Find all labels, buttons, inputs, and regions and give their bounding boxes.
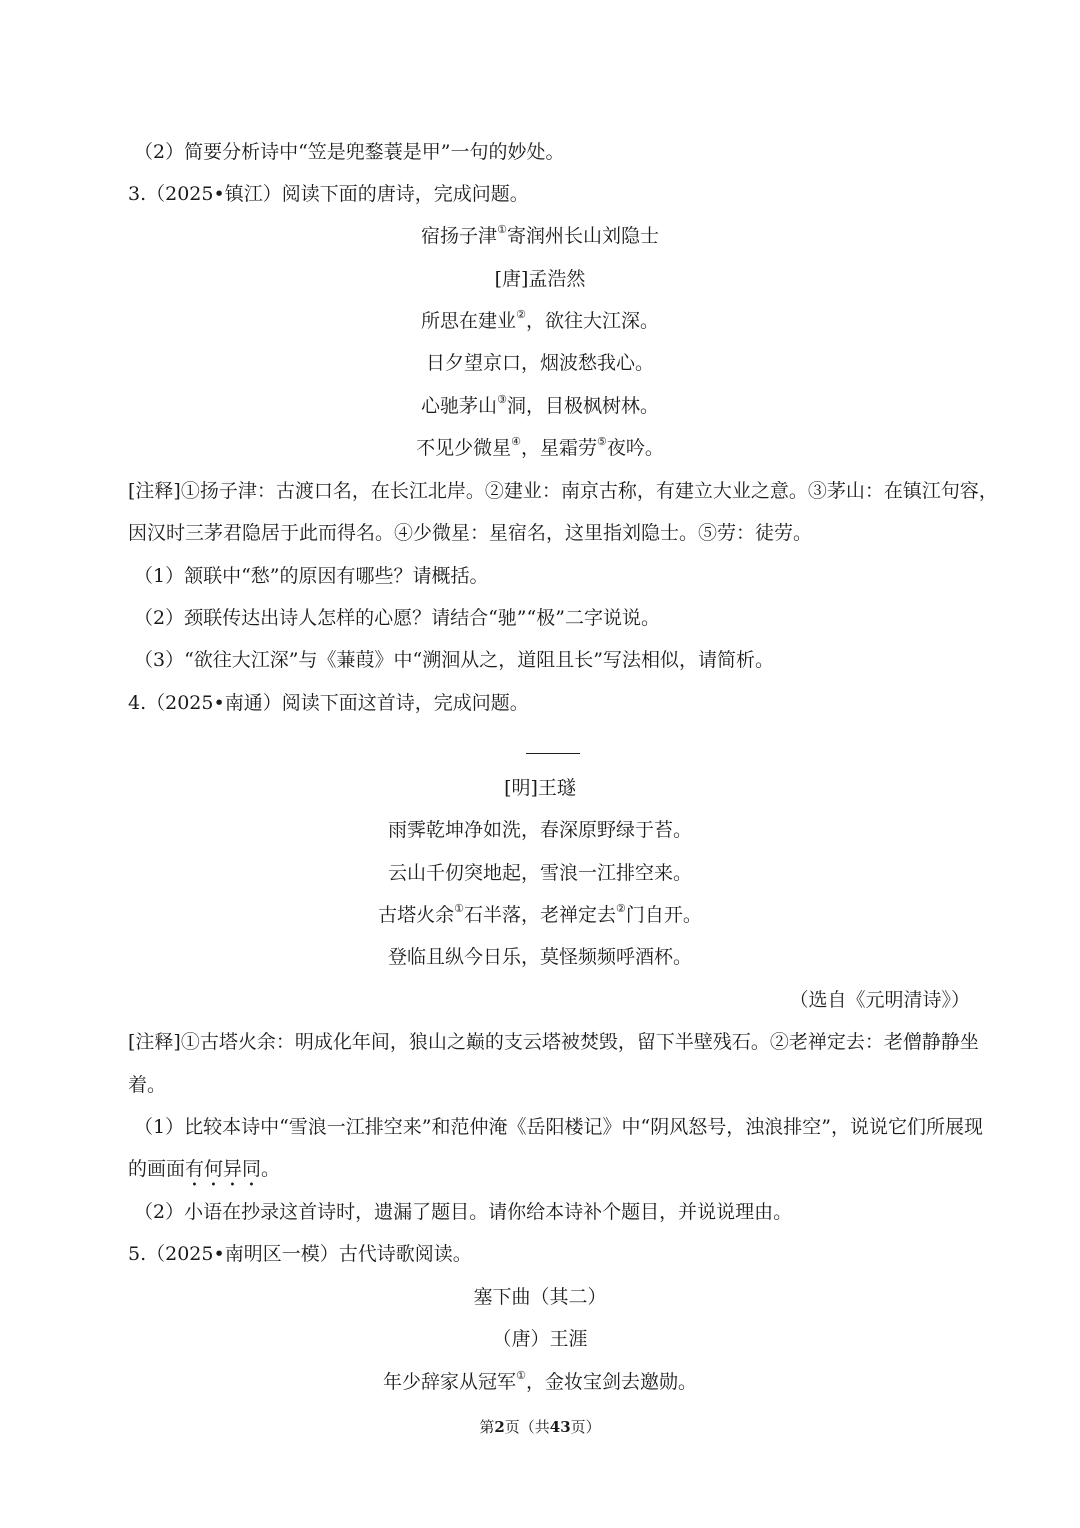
q5-poem-author: （唐）王涯 bbox=[492, 1328, 588, 1350]
q5-heading: 5.（2025•南明区一模）古代诗歌阅读。 bbox=[128, 1243, 472, 1265]
q3-part1: （1）颔联中“愁”的原因有哪些？请概括。 bbox=[134, 565, 489, 587]
q3-poem-title: 宿扬子津①寄润州长山刘隐士 bbox=[421, 223, 659, 247]
emphasis-text: 有何异同 bbox=[185, 1158, 262, 1180]
q3-poem-line-1: 所思在建业②，欲往大江深。 bbox=[421, 308, 659, 332]
q5-poem-line-1: 年少辞家从冠军①，金妆宝剑去邀勋。 bbox=[383, 1369, 697, 1393]
q4-part1: （1）比较本诗中“雪浪一江排空来”和范仲淹《岳阳楼记》中“阴风怒号，浊浪排空”，说说它们所展现 bbox=[134, 1116, 983, 1138]
q5-poem-title: 塞下曲（其二） bbox=[473, 1286, 607, 1308]
q3-annotation-2: 因汉时三茅君隐居于此而得名。④少微星：星宿名，这里指刘隐士。⑤劳：徒劳。 bbox=[128, 522, 813, 544]
q4-heading: 4.（2025•南通）阅读下面这首诗，完成问题。 bbox=[128, 692, 529, 714]
q4-annotation-2: 着。 bbox=[128, 1074, 167, 1096]
q3-poem-line-2: 日夕望京口，烟波愁我心。 bbox=[425, 352, 654, 374]
q4-source: （选自《元明清诗》） bbox=[789, 989, 970, 1011]
q3-part2: （2）颈联传达出诗人怎样的心愿？请结合“驰”“极”二字说说。 bbox=[134, 607, 660, 629]
q4-part1-cont: 的画面有何异同。 bbox=[128, 1158, 281, 1180]
q4-poem-line-2: 云山千仞突地起，雪浪一江排空来。 bbox=[387, 862, 692, 884]
q4-poem-line-4: 登临且纵今日乐，莫怪频频呼酒杯。 bbox=[387, 946, 692, 968]
q4-missing-title-blank bbox=[526, 753, 580, 754]
q2-part2: （2）简要分析诗中“笠是兜鍪蓑是甲”一句的妙处。 bbox=[134, 141, 565, 163]
page-footer: 第2页（共43页） bbox=[479, 1418, 601, 1436]
q4-part2: （2）小语在抄录这首诗时，遗漏了题目。请你给本诗补个题目，并说说理由。 bbox=[134, 1201, 793, 1223]
q4-poem-author: [明]王璲 bbox=[504, 777, 576, 799]
q4-poem-line-3: 古塔火余①石半落，老禅定去②门自开。 bbox=[378, 902, 702, 926]
q3-annotation-1: [注释]①扬子津：古渡口名，在长江北岸。②建业：南京古称，有建立大业之意。③茅山：在镇江句容， bbox=[128, 480, 998, 502]
q4-annotation-1: [注释]①古塔火余：明成化年间，狼山之巅的支云塔被焚毁，留下半壁残石。②老禅定去：老僧静静坐 bbox=[128, 1031, 979, 1053]
q4-poem-line-1: 雨霁乾坤净如洗，春深原野绿于苔。 bbox=[387, 819, 692, 841]
q3-poem-line-4: 不见少微星④，星霜劳⑤夜吟。 bbox=[416, 435, 664, 459]
q3-part3: （3）“欲往大江深”与《蒹葭》中“溯洄从之，道阻且长”写法相似，请简析。 bbox=[134, 649, 774, 671]
q3-heading: 3.（2025•镇江）阅读下面的唐诗，完成问题。 bbox=[128, 183, 529, 205]
q3-poem-author: [唐]孟浩然 bbox=[494, 268, 586, 290]
q3-poem-line-3: 心驰茅山③洞，目极枫树林。 bbox=[421, 393, 659, 417]
